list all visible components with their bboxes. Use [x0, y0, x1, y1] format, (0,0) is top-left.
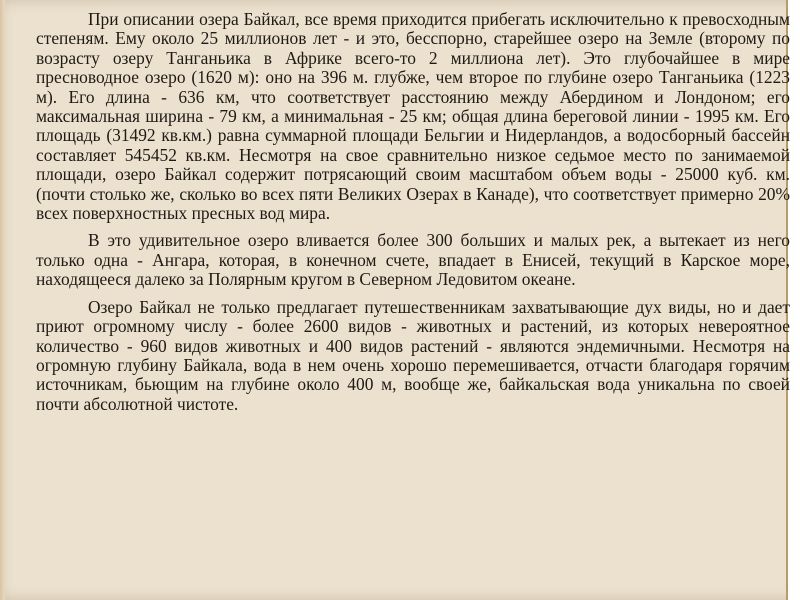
paragraph-1: При описании озера Байкал, все время приходится прибегать исключительно к превосходным степеням. Ему около 25 миллионов лет - и это, бесспорно, старейшее озеро на Земле (второму по возрасту озеру Танганьика в Африке всего-то 2 миллиона лет). Это глубочайшее в мире пресноводное озеро (1620 м): оно на 396 м. глубже, чем второе по глубине озеро Танганьика (1223 м). Его длина - 636 км, что соответствует расстоянию между Абердином и Лондоном; его максимальная ширина - 79 км, а минимальная - 25 км; общая длина береговой линии - 1995 км. Его площадь (31492 кв.км.) равна суммарной площади Бельгии и Нидерландов, а водосборный бассейн составляет 545452 кв.км. Несмотря на свое сравнительно низкое седьмое место по занимаемой площади, озеро Байкал содержит потрясающий своим масштабом объем воды - 25000 куб. км. (почти столько же, сколько во всех пяти Великих Озерах в Канаде), что соответствует примерно 20% всех поверхностных пресных вод мира. [36, 9, 790, 224]
paragraph-2: В это удивительное озеро вливается более 300 больших и малых рек, а вытекает из него только одна - Ангара, которая, в конечном счете, впадает в Енисей, текущий в Карское море, находящееся далеко за Полярным кругом в Северном Ледовитом океане. [36, 230, 790, 290]
paragraph-3: Озеро Байкал не только предлагает путешественникам захватывающие дух виды, но и дает приют огромному числу - более 2600 видов - животных и растений, из которых невероятное количество - 960 видов животных и 400 видов растений - являются эндемичными. Несмотря на огромную глубину Байкала, вода в нем очень хорошо перемешивается, отчасти благодаря горячим источникам, бьющим на глубине около 400 м, вообще же, байкальская вода уникальна по своей почти абсолютной чистоте. [36, 296, 790, 414]
slide-text-body [36, 10, 790, 422]
slide-left-edge [0, 0, 5, 600]
